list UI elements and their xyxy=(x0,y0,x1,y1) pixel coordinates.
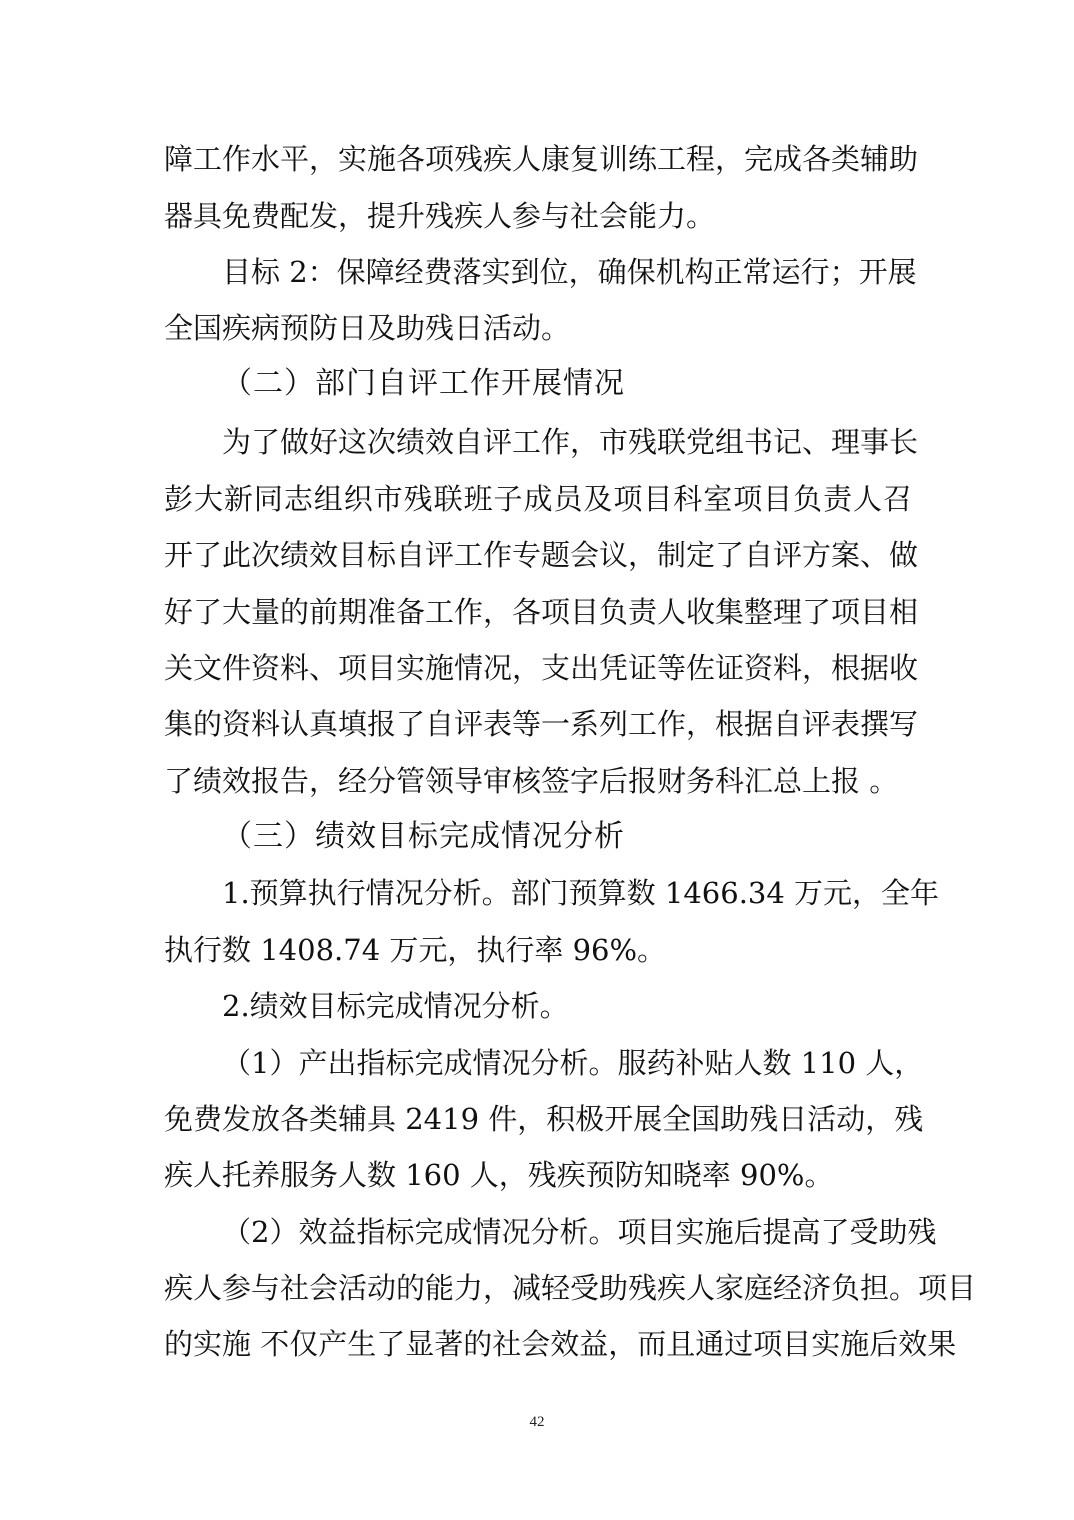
paragraph-line: （1）产出指标完成情况分析。服药补贴人数 110 人， xyxy=(222,1046,924,1080)
paragraph-line: 了绩效报告，经分管领导审核签字后报财务科汇总上报 。 xyxy=(164,764,899,798)
paragraph-line: 目标 2：保障经费落实到位，确保机构正常运行；开展 xyxy=(222,255,917,289)
paragraph-line: 开了此次绩效目标自评工作专题会议，制定了自评方案、做 xyxy=(164,538,919,572)
paragraph-line: 1.预算执行情况分析。部门预算数 1466.34 万元，全年 xyxy=(222,876,940,910)
paragraph-line: 2.绩效目标完成情况分析。 xyxy=(222,989,569,1023)
paragraph-line: 执行数 1408.74 万元，执行率 96%。 xyxy=(164,933,667,967)
paragraph-line: 器具免费配发，提升残疾人参与社会能力。 xyxy=(164,199,716,233)
paragraph-line: 全国疾病预防日及助残日活动。 xyxy=(164,311,571,345)
paragraph-line: 疾人参与社会活动的能力，减轻受助残疾人家庭经济负担。项目 xyxy=(164,1271,977,1305)
section-heading: （二）部门自评工作开展情况 xyxy=(222,366,625,401)
paragraph-line: 为了做好这次绩效自评工作，市残联党组书记、理事长 xyxy=(222,425,919,459)
paragraph-line: 好了大量的前期准备工作，各项目负责人收集整理了项目相 xyxy=(164,595,919,629)
page-number: 42 xyxy=(529,1414,545,1430)
paragraph-line: 彭大新同志组织市残联班子成员及项目科室项目负责人召 xyxy=(164,482,912,516)
paragraph-line: 免费发放各类辅具 2419 件，积极开展全国助残日活动，残 xyxy=(164,1102,924,1136)
paragraph-line: 的实施 不仅产生了显著的社会效益，而且通过项目实施后效果 xyxy=(164,1327,957,1361)
paragraph-line: 疾人托养服务人数 160 人，残疾预防知晓率 90%。 xyxy=(164,1158,834,1192)
section-heading: （三）绩效目标完成情况分析 xyxy=(222,819,625,854)
paragraph-line: 集的资料认真填报了自评表等一系列工作，根据自评表撰写 xyxy=(164,707,919,741)
paragraph-line: 关文件资料、项目实施情况，支出凭证等佐证资料，根据收 xyxy=(164,651,919,685)
paragraph-line: （2）效益指标完成情况分析。项目实施后提高了受助残 xyxy=(222,1215,937,1249)
paragraph-line: 障工作水平，实施各项残疾人康复训练工程，完成各类辅助 xyxy=(164,142,919,176)
